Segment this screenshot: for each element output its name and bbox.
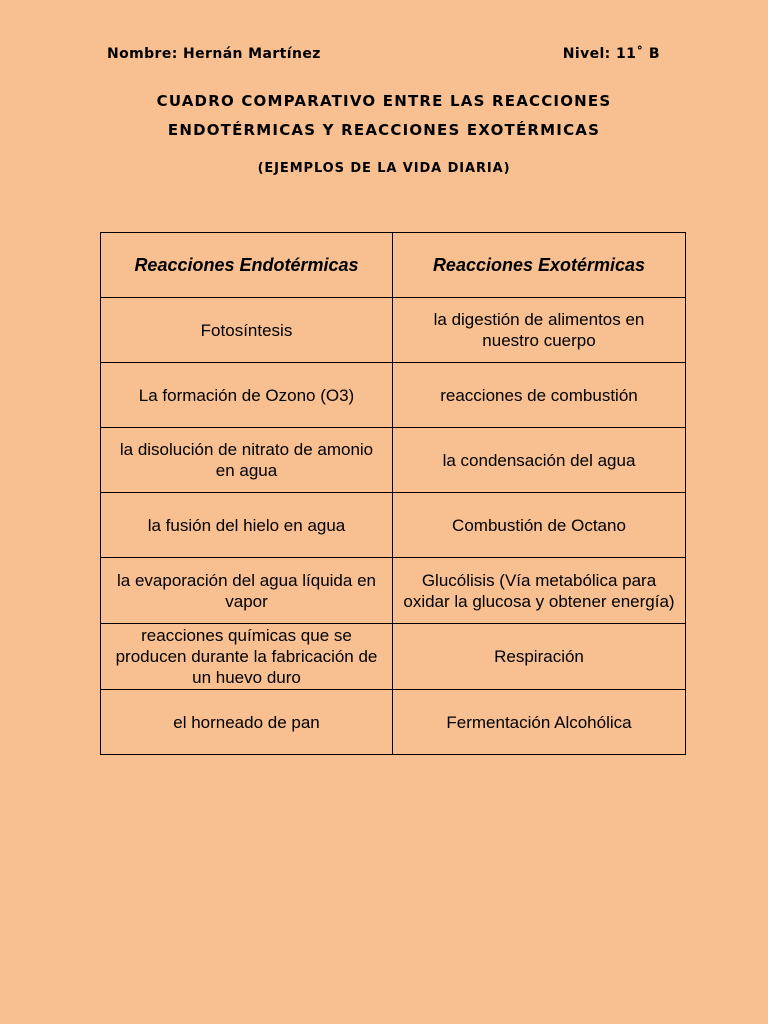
table-row bbox=[101, 428, 686, 493]
student-level: Nivel: 11˚ B bbox=[562, 46, 660, 62]
exothermic-example: reacciones de combustión bbox=[393, 363, 686, 428]
exothermic-example: la condensación del agua bbox=[393, 428, 686, 493]
endothermic-example: reacciones químicas que se producen durante la fabricación de un huevo duro bbox=[101, 624, 393, 690]
table-row bbox=[101, 558, 686, 624]
exothermic-example: Fermentación Alcohólica bbox=[393, 690, 686, 755]
document-title-line-2: ENDOTÉRMICAS Y REACCIONES EXOTÉRMICAS bbox=[167, 121, 601, 139]
document-subtitle: (EJEMPLOS DE LA VIDA DIARIA) bbox=[257, 161, 511, 176]
endothermic-example: La formación de Ozono (O3) bbox=[101, 363, 393, 428]
endothermic-example: Fotosíntesis bbox=[101, 298, 393, 363]
exothermic-example: Combustión de Octano bbox=[393, 493, 686, 558]
exothermic-example: la digestión de alimentos en nuestro cuerpo bbox=[393, 298, 686, 363]
endothermic-example: el horneado de pan bbox=[101, 690, 393, 755]
table-header-row bbox=[101, 233, 686, 298]
student-name: Nombre: Hernán Martínez bbox=[107, 46, 321, 62]
header-exothermic: Reacciones Exotérmicas bbox=[393, 233, 686, 298]
endothermic-example: la disolución de nitrato de amonio en agua bbox=[101, 428, 393, 493]
table-row bbox=[101, 690, 686, 755]
endothermic-example: la evaporación del agua líquida en vapor bbox=[101, 558, 393, 624]
endothermic-example: la fusión del hielo en agua bbox=[101, 493, 393, 558]
header-endothermic: Reacciones Endotérmicas bbox=[101, 233, 393, 298]
table-row bbox=[101, 298, 686, 363]
document-title-line-1: CUADRO COMPARATIVO ENTRE LAS REACCIONES bbox=[156, 92, 612, 110]
table-row bbox=[101, 624, 686, 690]
table-row bbox=[101, 493, 686, 558]
exothermic-example: Respiración bbox=[393, 624, 686, 690]
table-row bbox=[101, 363, 686, 428]
exothermic-example: Glucólisis (Vía metabólica para oxidar la glucosa y obtener energía) bbox=[393, 558, 686, 624]
comparison-table bbox=[100, 232, 686, 755]
